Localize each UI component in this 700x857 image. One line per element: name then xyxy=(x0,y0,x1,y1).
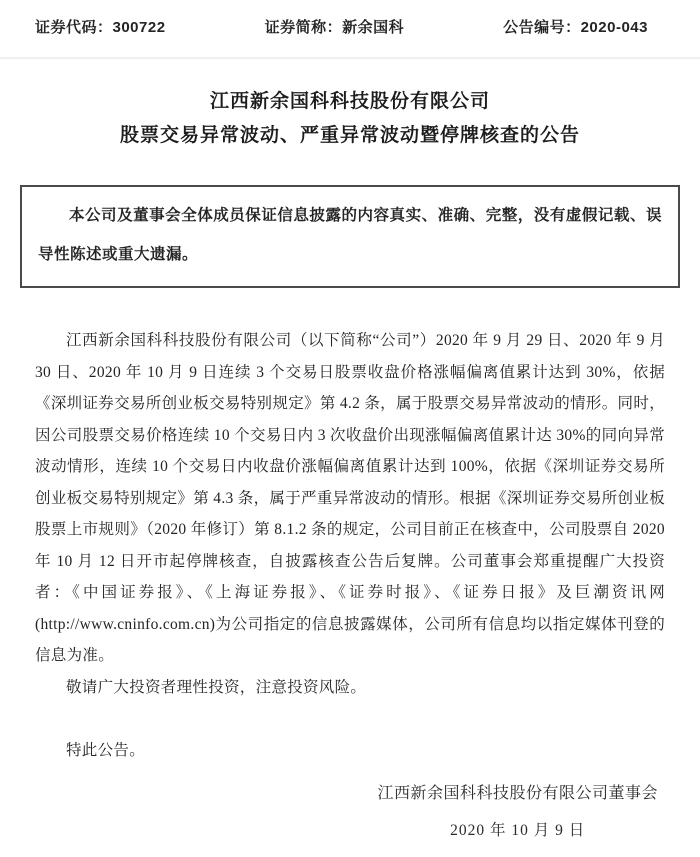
declaration-box xyxy=(20,185,680,288)
stock-short-name: 证券简称：新余国科 xyxy=(264,19,405,36)
signature-block xyxy=(377,783,658,840)
declaration-text: 本公司及董事会全体成员保证信息披露的内容真实、准确、完整，没有虚假记载、误导性陈述或重大遗漏。 xyxy=(38,207,662,263)
announcement-body xyxy=(0,325,700,767)
securities-header-row xyxy=(0,0,700,37)
company-name-title: 江西新余国科科技股份有限公司 xyxy=(209,91,490,112)
stock-code: 证券代码：300722 xyxy=(35,19,166,36)
header-divider-line xyxy=(0,57,700,59)
body-paragraph-main: 江西新余国科科技股份有限公司（以下简称“公司”）2020 年 9 月 29 日、2020 年 9 月 30 日、2020 年 10 月 9 日连续 3 个交易日股票收盘价格涨幅偏离值累计达到 30%，依据《深圳证券交易所创业板交易特别规定》第 4.2 条，属于股票交易异常波动的情形。同时，因公司股票交易价格连续 10 个交易日内 3 次收盘价出现涨幅偏离值累计达 30%的同向异常波动情形，连续 10 个交易日内收盘价涨幅偏离值累计达到 100%，依据《深圳证券交易所创业板交易特别规定》第 4.3 条，属于严重异常波动的情形。根据《深圳证券交易所创业板股票上市规则》（2020 年修订）第 8.1.2 条的规定，公司目前正在核查中，公司股票自 2020 年 10 月 12 日开市起停牌核查，自披露核查公告后复牌。公司董事会郑重提醒广大投资者：《中国证券报》、《上海证券报》、《证券时报》、《证券日报》及巨潮资讯网(http://www.cninfo.com.cn)为公司指定的信息披露媒体，公司所有信息均以指定媒体刊登的信息为准。 xyxy=(35,332,665,664)
body-paragraph-risk-note: 敬请广大投资者理性投资，注意投资风险。 xyxy=(66,678,367,696)
document-title xyxy=(0,85,700,153)
signature-date: 2020 年 10 月 9 日 xyxy=(450,822,586,839)
announcement-number: 公告编号：2020-043 xyxy=(503,19,648,36)
signature-company: 江西新余国科科技股份有限公司董事会 xyxy=(377,785,658,802)
closing-statement: 特此公告。 xyxy=(66,742,146,759)
announcement-title: 股票交易异常波动、严重异常波动暨停牌核查的公告 xyxy=(119,125,580,146)
